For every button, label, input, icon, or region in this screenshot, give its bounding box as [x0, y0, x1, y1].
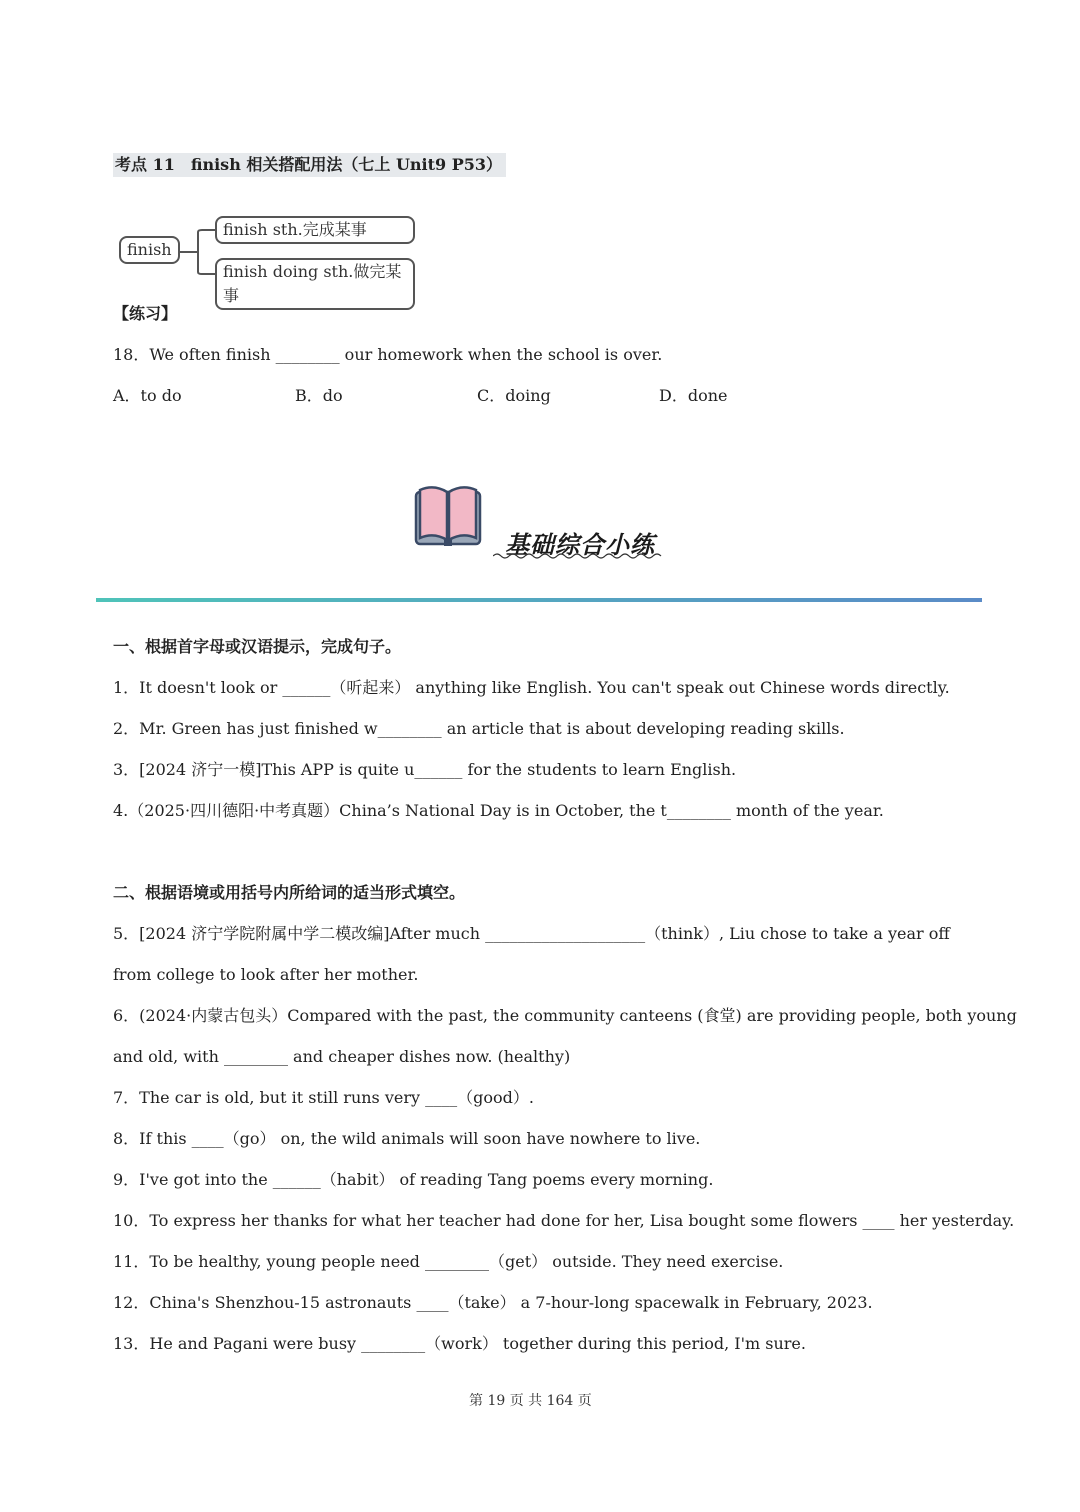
part2-line: 9．I've got into the ______（habit） of reading Tang poems every morning. [113, 1170, 714, 1189]
question-18-stem: 18．We often finish ________ our homework when the school is over. [113, 345, 663, 364]
part2-line: 6．(2024·内蒙古包头）Compared with the past, the community canteens (食堂) are providing people, both young [113, 1006, 1017, 1025]
part2-title: 二、根据语境或用括号内所给词的适当形式填空。 [113, 883, 466, 902]
part2-line: 10．To express her thanks for what her teacher had done for her, Lisa bought some flowers ____ her yesterday. [113, 1211, 1015, 1230]
part1-title: 一、根据首字母或汉语提示，完成句子。 [113, 637, 402, 656]
part2-line: from college to look after her mother. [113, 965, 419, 984]
part1-item: 1．It doesn't look or ______（听起来） anything like English. You can't speak out Chinese words directly. [113, 678, 950, 697]
option-d: D．done [659, 386, 728, 405]
section-heading: 考点 11 finish 相关搭配用法（七上 Unit9 P53） [113, 153, 506, 177]
part2-line: 5．[2024 济宁学院附属中学二模改编]After much ____________________（think）, Liu chose to take a year off [113, 924, 950, 943]
part2-line: and old, with ________ and cheaper dishes now. (healthy) [113, 1047, 571, 1066]
page-footer: 第 19 页 共 164 页 [469, 1393, 592, 1409]
mindmap-root: finish [119, 236, 180, 264]
part2-line: 11．To be healthy, young people need ________（get） outside. They need exercise. [113, 1252, 784, 1271]
practice-label: 【练习】 [113, 304, 178, 323]
part2-line: 7．The car is old, but it still runs very ____（good）. [113, 1088, 534, 1107]
part2-line: 8．If this ____（go） on, the wild animals will soon have nowhere to live. [113, 1129, 701, 1148]
part1-item: 4.（2025·四川德阳·中考真题）China’s National Day is in October, the t________ month of the year. [113, 801, 884, 820]
mindmap-branch-2: finish doing sth.做完某事 [215, 258, 415, 310]
part2-line: 13．He and Pagani were busy ________（work） together during this period, I'm sure. [113, 1334, 806, 1353]
open-book-icon [412, 482, 484, 550]
part1-item: 2．Mr. Green has just finished w________ an article that is about developing reading skills. [113, 719, 845, 738]
part1-item: 3．[2024 济宁一模]This APP is quite u______ for the students to learn English. [113, 760, 737, 779]
banner-title: 基础综合小练 [505, 530, 655, 559]
option-c: C．doing [477, 386, 551, 405]
divider-rule [96, 598, 982, 602]
banner-wave-underline [493, 552, 665, 560]
mindmap-branch-1: finish sth.完成某事 [215, 216, 415, 244]
option-a: A．to do [113, 386, 182, 405]
part2-line: 12．China's Shenzhou-15 astronauts ____（take） a 7-hour-long spacewalk in February, 2023. [113, 1293, 873, 1312]
option-b: B．do [295, 386, 343, 405]
